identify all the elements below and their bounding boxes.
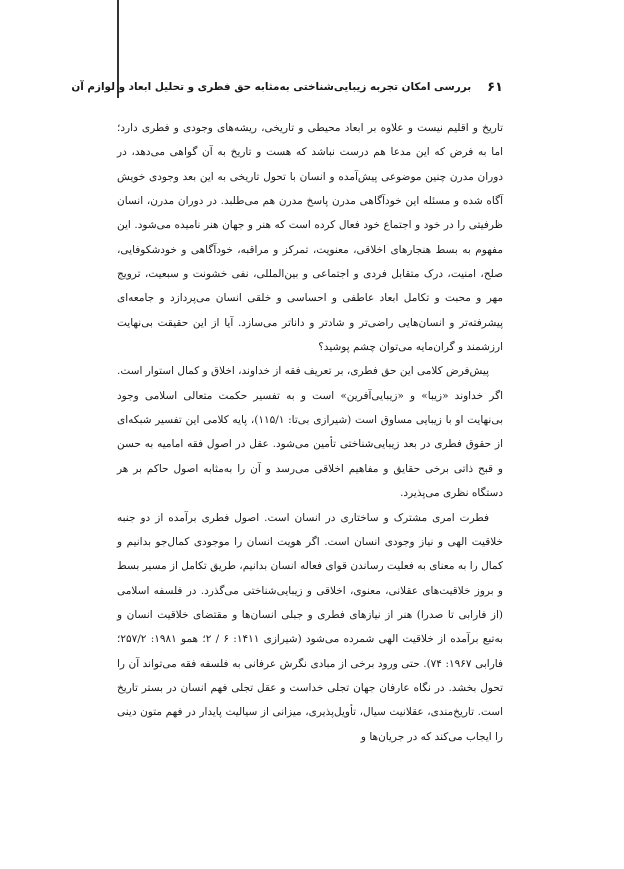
paragraph: فطرت امری مشترک و ساختاری در انسان است. اصول فطری برآمده از دو جنبه خلاقیت الهی و نیاز وجودی انسان است. اگر هویت انسان را موجودی کمال‌جو بدانیم و کمال را به معنای به فعلیت رساندن قوای فعاله انسان بدانیم، طریق تکامل از مسیر بسط و بروز خلاقیت‌های عقلانی، معنوی، اخلاقی و زیبایی‌شناختی می‌گذرد. در فلسفه اسلامی (از فارابی تا صدرا) هنر از نیازهای فطری و جبلی انسان‌ها و مقتضای خلاقیت انسان و به‌تبع برآمده از خلاقیت الهی شمرده می‌شود (شیرازی ۱۴۱۱: ۶ / ۲؛ همو ۱۹۸۱: ۲۵۷/۲؛ فارابی ۱۹۶۷: ۷۴). حتی ورود برخی از مبادی نگرش عرفانی به فلسفه فقه می‌تواند آن را تحول بخشد. در نگاه عارفان جهان تجلی خداست و عقل تجلی فهم انسان در بستر تاریخ است. تاریخ‌مندی، عقلانیت سیال، تأویل‌پذیری، میزانی از سیالیت پایدار در فهم متون دینی را ایجاب می‌کند که در جریان‌ها و xyxy=(117,511,503,743)
running-header xyxy=(71,72,503,102)
paragraph: تاریخ و اقلیم نیست و علاوه بر ابعاد محیطی و تاریخی، ریشه‌های وجودی و فطری دارد؛ اما به فرض که این مدعا هم درست نباشد که هست و تاریخ به آن گواهی می‌دهد، در دوران مدرن چنین موضوعی پیش‌آمده و انسان با تحول تاریخی به این بعد وجودی خویش آگاه شده و مسئله این خودآگاهی مدرن پاسخ مدرن هم می‌طلبد. در دوران مدرن، انسان ظرفیتی را در خود و اجتماع خود فعال کرده است که هنر و جهان هنر نامیده می‌شود. این مفهوم به بسط هنجارهای اخلاقی، معنویت، تمرکز و مراقبه، خودآگاهی و خودشکوفایی، صلح، امنیت، درک متقابل فردی و اجتماعی و بین‌المللی، نفی خشونت و سبعیت، ترویج مهر و محبت و تکامل ابعاد عاطفی و احساسی و خلقی انسان می‌پردازد و جامعه‌ای پیشرفته‌تر و انسان‌هایی راضی‌تر و شادتر و داناتر می‌سازد. آیا از این حقیقت بی‌نهایت ارزشمند و گران‌مایه می‌توان چشم پوشید؟ xyxy=(117,122,503,354)
main-text xyxy=(117,116,503,846)
page-number: ۶۱ xyxy=(487,79,503,95)
paragraph: پیش‌فرض کلامی این حق فطری، بر تعریف فقه از خداوند، اخلاق و کمال استوار است. اگر خداوند «زیبا» و «زیبایی‌آفرین» است و به تفسیر حکمت متعالی اسلامی وجود بی‌نهایت او با زیبایی مساوق است (شیرازی بی‌تا: ۱۱۵/۱)، پایه کلامی این تفسیر شبکه‌ای از حقوق فطری در بعد زیبایی‌شناختی تأمین می‌شود. عقل در اصول فقه امامیه به حسن و قبح ذاتی برخی حقایق و مفاهیم اخلاقی می‌رسد و آن را به‌مثابه اصول حاکم بر هر دستگاه نظری می‌پذیرد. xyxy=(117,365,503,500)
running-title: بررسی امکان تجربه زیبایی‌شناختی به‌مثابه حق فطری و تحلیل ابعاد و لوازم آن xyxy=(71,81,472,93)
